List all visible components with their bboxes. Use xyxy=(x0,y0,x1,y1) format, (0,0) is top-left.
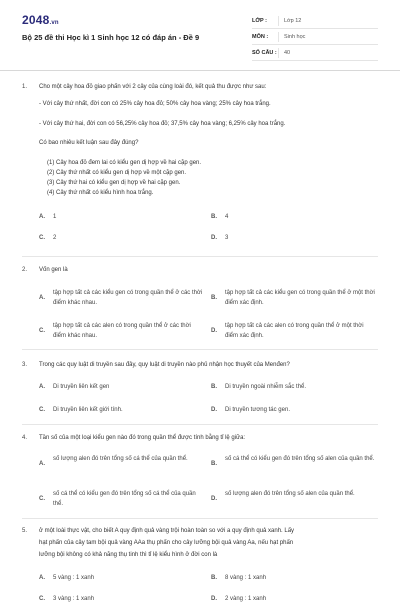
statement: (2) Cây thứ nhất có kiểu gen dị hợp về một cặp gen. xyxy=(47,170,187,176)
header-divider xyxy=(0,70,400,71)
meta-row-class xyxy=(252,14,378,29)
question-text: Cho một cây hoa đỏ giao phấn với 2 cây của cùng loài đó, kết quả thu được như sau: xyxy=(39,84,267,90)
question-number: 4. xyxy=(22,435,28,441)
option-text: số cá thể có kiểu gen đó trên tổng số alen của quần thể. xyxy=(225,456,375,462)
option-letter: A. xyxy=(39,575,45,581)
option-text: 4 xyxy=(225,214,229,220)
option-letter: A. xyxy=(39,214,45,220)
meta-value: Sinh học xyxy=(284,34,306,40)
question-divider xyxy=(22,349,378,350)
question-number: 1. xyxy=(22,84,28,90)
option-text: tập hợp tất cả các alen có trong quần thể ở các thời điểm khác nhau. xyxy=(53,323,191,339)
option-text: Di truyền tương tác gen. xyxy=(225,407,290,413)
question-text-line: ở một loài thực vật, cho biết A quy định quả vàng trội hoàn toàn so với a quy định quả xanh. Lấy xyxy=(39,528,295,534)
meta-value: 40 xyxy=(284,50,291,56)
option-text: 3 xyxy=(225,235,229,241)
option-a[interactable] xyxy=(39,454,209,474)
option-a[interactable] xyxy=(39,288,209,308)
question-text-line: lưỡng bội không có khả năng thụ tinh thì tỉ lệ kiểu hình ở đời con là xyxy=(39,552,218,558)
option-b[interactable] xyxy=(211,573,266,583)
question-number: 3. xyxy=(22,362,28,368)
option-c[interactable] xyxy=(39,489,209,509)
option-a[interactable] xyxy=(39,382,109,392)
question-line: Có bao nhiêu kết luận sau đây đúng? xyxy=(39,140,139,146)
option-c[interactable] xyxy=(39,594,94,604)
site-logo[interactable] xyxy=(22,13,59,27)
option-letter: B. xyxy=(211,214,217,220)
option-d[interactable] xyxy=(211,405,290,415)
statement: (4) Cây thứ nhất có kiểu hình hoa trắng. xyxy=(47,190,154,196)
question-number: 2. xyxy=(22,267,28,273)
option-text: số cá thể có kiểu gen đó trên tổng số cá thể của quần thể. xyxy=(53,491,196,507)
option-a[interactable] xyxy=(39,212,56,222)
option-letter: C. xyxy=(39,407,45,413)
option-letter: B. xyxy=(211,575,217,581)
option-text: số lượng alen đó trên tổng số cá thể của quần thể. xyxy=(53,456,188,462)
option-d[interactable] xyxy=(211,233,228,243)
question-text: Trong các quy luật di truyền sau đây, quy luật di truyền nào phủ nhận học thuyết của Menđen? xyxy=(39,362,290,368)
option-d[interactable] xyxy=(211,489,381,509)
option-letter: C. xyxy=(39,328,45,334)
option-text: tập hợp tất cả các alen có trong quần thể ở một thời điểm xác định. xyxy=(225,323,364,339)
option-b[interactable] xyxy=(211,454,381,474)
option-letter: D. xyxy=(211,496,217,502)
option-text: tập hợp tất cả các kiểu gen có trong quần thể ở một thời điểm xác định. xyxy=(225,290,375,306)
option-text: 5 vàng : 1 xanh xyxy=(53,575,95,581)
question-divider xyxy=(22,518,378,519)
option-text: 2 vàng : 1 xanh xyxy=(225,596,267,602)
question-divider xyxy=(22,256,378,257)
option-c[interactable] xyxy=(39,405,123,415)
option-text: 3 vàng : 1 xanh xyxy=(53,596,95,602)
meta-row-subject xyxy=(252,30,378,45)
option-d[interactable] xyxy=(211,594,266,604)
option-b[interactable] xyxy=(211,212,228,222)
option-b[interactable] xyxy=(211,382,306,392)
statement: (3) Cây thứ hai có kiểu gen dị hợp về hai cặp gen. xyxy=(47,180,181,186)
statement: (1) Cây hoa đỏ đem lai có kiểu gen dị hợp về hai cặp gen. xyxy=(47,160,202,166)
option-c[interactable] xyxy=(39,321,209,341)
logo-suffix: .vn xyxy=(49,20,59,26)
option-letter: A. xyxy=(39,384,45,390)
option-letter: D. xyxy=(211,328,217,334)
logo-main: 2048 xyxy=(22,13,50,27)
option-letter: C. xyxy=(39,596,45,602)
question-text-line: hạt phấn của cây tam bội quả vàng AAa thụ phấn cho cây lưỡng bội quả vàng Aa, nếu hạt phấn xyxy=(39,540,294,546)
option-text: Di truyền ngoài nhiễm sắc thể. xyxy=(225,384,307,390)
option-letter: B. xyxy=(211,384,217,390)
meta-key: SỐ CÂU : xyxy=(252,50,277,56)
question-text: Vốn gen là xyxy=(39,267,68,273)
option-letter: A. xyxy=(39,461,45,467)
question-text: Tần số của một loại kiểu gen nào đó trong quần thể được tính bằng tỉ lệ giữa: xyxy=(39,435,246,441)
option-text: số lượng alen đó trên tổng số alen của quần thể. xyxy=(225,491,355,497)
option-letter: D. xyxy=(211,235,217,241)
document-title: Bộ 25 đề thi Học kì 1 Sinh học 12 có đáp án - Đề 9 xyxy=(22,33,200,42)
option-text: Di truyền liên kết giới tính. xyxy=(53,407,123,413)
option-letter: D. xyxy=(211,407,217,413)
option-text: tập hợp tất cả các kiểu gen có trong quần thể ở các thời điểm khác nhau. xyxy=(53,290,203,306)
question-line: - Với cây thứ hai, đời con có 56,25% cây hoa đỏ; 37,5% cây hoa vàng; 6,25% cây hoa trắng. xyxy=(39,121,286,127)
option-c[interactable] xyxy=(39,233,56,243)
option-letter: A. xyxy=(39,295,45,301)
question-number: 5. xyxy=(22,528,28,534)
option-a[interactable] xyxy=(39,573,94,583)
option-letter: B. xyxy=(211,295,217,301)
option-d[interactable] xyxy=(211,321,381,341)
option-letter: C. xyxy=(39,496,45,502)
option-letter: D. xyxy=(211,596,217,602)
meta-key: MÔN : xyxy=(252,34,269,40)
question-line: - Với cây thứ nhất, đời con có 25% cây hoa đỏ; 50% cây hoa vàng; 25% cây hoa trắng. xyxy=(39,101,271,107)
option-letter: C. xyxy=(39,235,45,241)
meta-value: Lớp 12 xyxy=(284,18,302,24)
option-b[interactable] xyxy=(211,288,381,308)
option-letter: B. xyxy=(211,461,217,467)
meta-row-count xyxy=(252,46,378,61)
option-text: 2 xyxy=(53,235,57,241)
page-header xyxy=(0,0,400,70)
option-text: 1 xyxy=(53,214,57,220)
question-divider xyxy=(22,424,378,425)
meta-key: LỚP : xyxy=(252,18,267,24)
option-text: 8 vàng : 1 xanh xyxy=(225,575,267,581)
option-text: Di truyền liên kết gen xyxy=(53,384,110,390)
